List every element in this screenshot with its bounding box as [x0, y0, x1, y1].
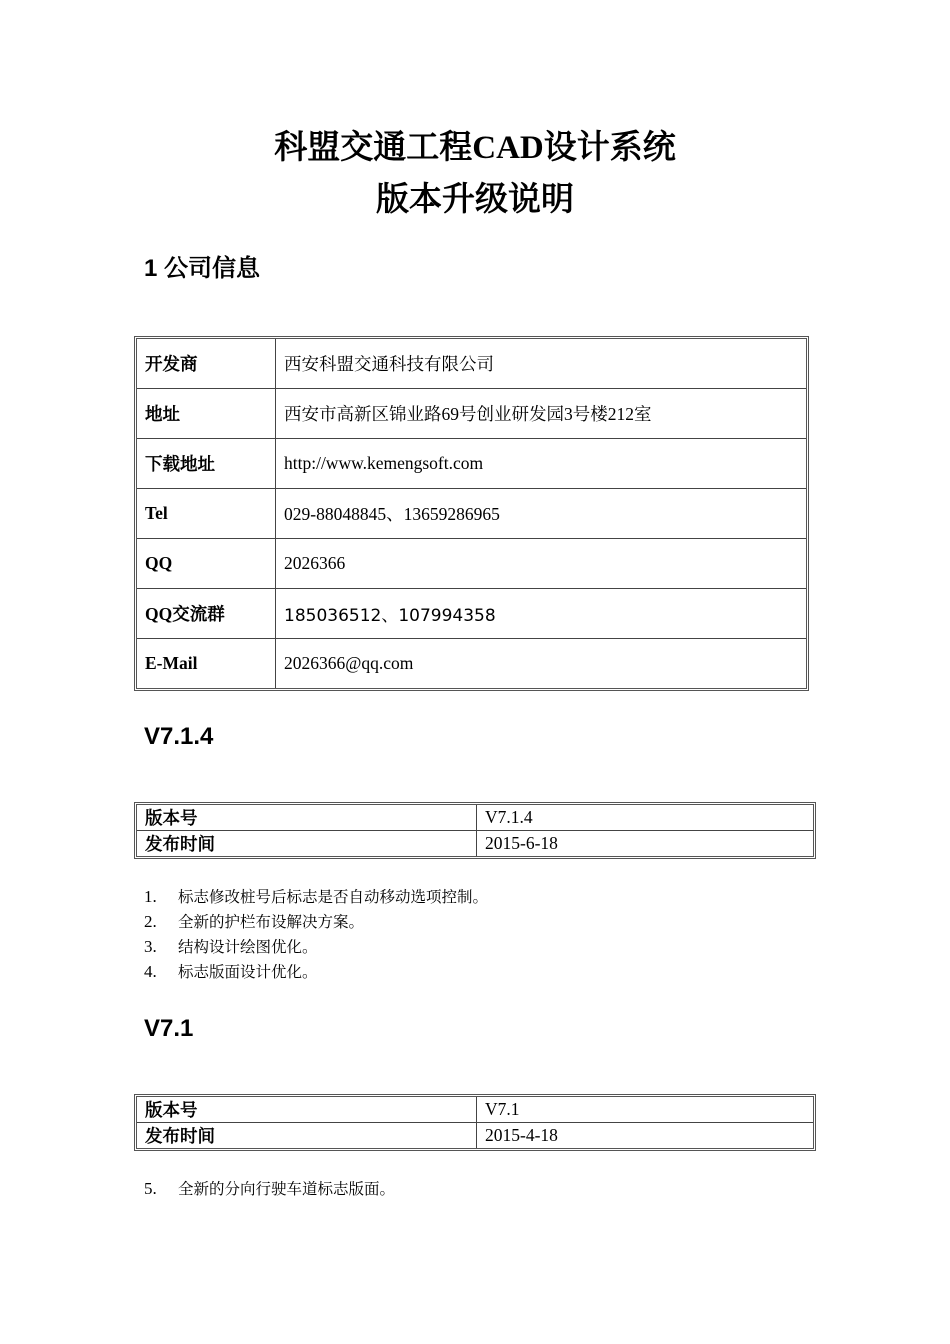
- list-number: 2.: [144, 912, 157, 931]
- list-text: 全新的分向行驶车道标志版面。: [178, 1181, 396, 1198]
- release-71-changes: [144, 1176, 395, 1201]
- version-value: V7.1: [477, 1097, 813, 1123]
- developer-value: 西安科盟交通科技有限公司: [276, 339, 806, 389]
- list-text: 结构设计绘图优化。: [178, 939, 318, 956]
- table-row: [137, 389, 806, 439]
- address-label: 地址: [137, 389, 276, 439]
- date-value: 2015-4-18: [485, 1125, 558, 1145]
- qq-group-value: 185036512、107994358: [276, 589, 806, 639]
- qq-group-label: QQ交流群: [137, 589, 276, 639]
- list-item: [144, 1176, 395, 1201]
- tel-label: Tel: [137, 489, 276, 539]
- list-item: [144, 959, 488, 984]
- table-row: [137, 805, 813, 831]
- list-number: 5.: [144, 1179, 157, 1198]
- version-label: 版本号: [137, 1097, 477, 1123]
- document-title: 科盟交通工程CAD设计系统: [274, 130, 676, 166]
- email-label: E-Mail: [137, 639, 276, 688]
- list-number: 4.: [144, 962, 157, 981]
- document-subtitle: 版本升级说明: [376, 182, 574, 218]
- table-row: [137, 539, 806, 589]
- company-info-heading: 1 公司信息: [144, 255, 261, 282]
- email-value[interactable]: 2026366@qq.com: [284, 653, 414, 673]
- date-label: 发布时间: [137, 831, 477, 856]
- list-item: [144, 934, 488, 959]
- release-71-heading: V7.1: [144, 1015, 194, 1042]
- list-number: 3.: [144, 937, 157, 956]
- download-label: 下载地址: [137, 439, 276, 489]
- list-text: 全新的护栏布设解决方案。: [178, 914, 365, 931]
- list-number: 1.: [144, 887, 157, 906]
- table-row: [137, 1123, 813, 1148]
- list-text: 标志修改桩号后标志是否自动移动选项控制。: [178, 889, 489, 906]
- table-row: [137, 589, 806, 639]
- list-item: [144, 909, 488, 934]
- developer-label: 开发商: [137, 339, 276, 389]
- date-value: 2015-6-18: [485, 833, 558, 853]
- qq-value: 2026366: [276, 539, 806, 589]
- table-row: [137, 439, 806, 489]
- company-info-table: [134, 336, 809, 691]
- release-71-table: [134, 1094, 816, 1151]
- version-value: V7.1.4: [477, 805, 813, 831]
- release-714-table: [134, 802, 816, 859]
- list-item: [144, 884, 488, 909]
- download-link[interactable]: http://www.kemengsoft.com: [276, 439, 806, 489]
- table-row: [137, 639, 806, 688]
- release-714-changes: [144, 884, 488, 984]
- list-text: 标志版面设计优化。: [178, 964, 318, 981]
- table-row: [137, 489, 806, 539]
- qq-label: QQ: [137, 539, 276, 589]
- tel-value: 029-88048845、13659286965: [276, 489, 806, 539]
- table-row: [137, 1097, 813, 1123]
- table-row: [137, 339, 806, 389]
- address-value: 西安市高新区锦业路69号创业研发园3号楼212室: [276, 389, 806, 439]
- table-row: [137, 831, 813, 856]
- release-714-heading: V7.1.4: [144, 723, 214, 750]
- version-label: 版本号: [137, 805, 477, 831]
- date-label: 发布时间: [137, 1123, 477, 1148]
